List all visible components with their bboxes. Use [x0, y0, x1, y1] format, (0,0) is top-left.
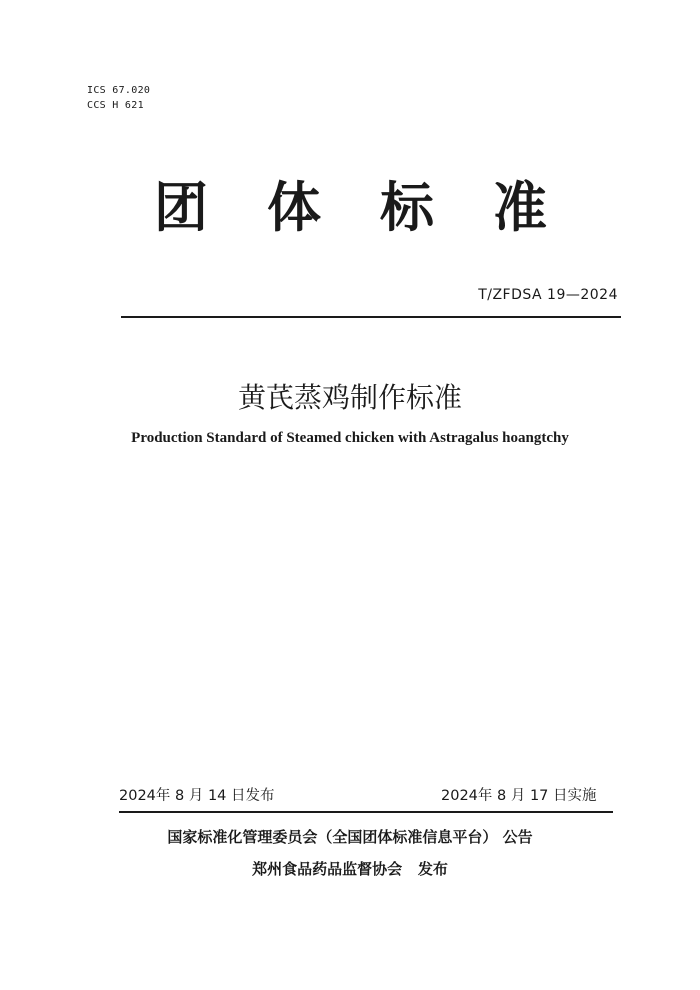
ics-code: ICS 67.020 — [87, 85, 151, 96]
heading-char-2: 体 — [267, 176, 321, 239]
title-english: Production Standard of Steamed chicken with Astragalus hoangtchy — [131, 430, 569, 446]
implement-date: 2024年 8 月 17 日实施 — [441, 788, 597, 804]
title-chinese: 黄芪蒸鸡制作标准 — [237, 381, 462, 414]
heading-char-4: 准 — [493, 176, 547, 239]
issuer-announcement: 国家标准化管理委员会（全国团体标准信息平台） 公告 — [167, 828, 533, 846]
heading-char-1: 团 — [154, 176, 208, 239]
bottom-divider — [119, 811, 613, 813]
standard-number: T/ZFDSA 19—2024 — [478, 287, 618, 303]
issuer-publisher: 郑州食品药品监督协会 发布 — [252, 860, 448, 878]
ccs-code: CCS H 621 — [87, 100, 144, 111]
top-divider — [121, 316, 621, 318]
publish-date: 2024年 8 月 14 日发布 — [119, 788, 275, 804]
heading-char-3: 标 — [380, 176, 434, 239]
document-type-heading — [0, 176, 700, 240]
